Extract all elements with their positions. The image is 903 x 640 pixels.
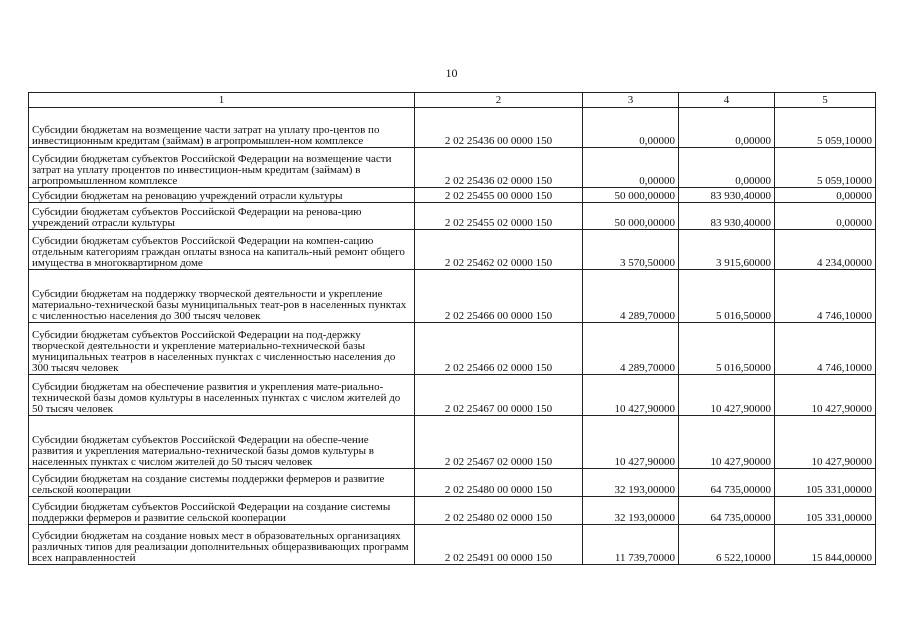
row-code: 2 02 25466 02 0000 150: [415, 323, 583, 375]
row-value-col5: 4 234,00000: [775, 230, 876, 270]
column-header-2: 2: [415, 93, 583, 108]
table-row: [29, 270, 876, 323]
row-name: Субсидии бюджетам на возмещение части затрат на уплату про-центов по инвестиционным кредитам (займам) в агропромышлен-ном комплексе: [29, 108, 415, 148]
table-row: [29, 203, 876, 230]
row-value-col3: 0,00000: [583, 148, 679, 188]
row-value-col5: 10 427,90000: [775, 416, 876, 469]
row-value-col5: 4 746,10000: [775, 323, 876, 375]
row-name: Субсидии бюджетам на реновацию учреждений отрасли культуры: [29, 188, 415, 203]
table-row: [29, 188, 876, 203]
row-value-col5: 5 059,10000: [775, 148, 876, 188]
row-value-col5: 105 331,00000: [775, 469, 876, 497]
row-value-col4: 10 427,90000: [679, 375, 775, 416]
column-header-3: 3: [583, 93, 679, 108]
table-header-row: [29, 93, 876, 108]
row-code: 2 02 25455 02 0000 150: [415, 203, 583, 230]
row-code: 2 02 25455 00 0000 150: [415, 188, 583, 203]
row-value-col3: 32 193,00000: [583, 469, 679, 497]
row-name: Субсидии бюджетам на обеспечение развития и укрепления мате-риально-технической базы домов культуры в населенных пунктах с числом жителей до 50 тысяч человек: [29, 375, 415, 416]
table-row: [29, 148, 876, 188]
row-value-col4: 83 930,40000: [679, 188, 775, 203]
table-row: [29, 416, 876, 469]
row-value-col4: 83 930,40000: [679, 203, 775, 230]
table-row: [29, 323, 876, 375]
row-name: Субсидии бюджетам субъектов Российской Федерации на обеспе-чение развития и укрепления материально-технической базы домов культуры в населенных пунктах с числом жителей до 50 тысяч человек: [29, 416, 415, 469]
row-value-col3: 3 570,50000: [583, 230, 679, 270]
budget-table: [28, 92, 876, 565]
row-code: 2 02 25480 02 0000 150: [415, 497, 583, 525]
row-name: Субсидии бюджетам на поддержку творческой деятельности и укрепление материально-технической базы муниципальных теат-ров в населенных пунктах с численностью населения до 300 тысяч человек: [29, 270, 415, 323]
row-code: 2 02 25462 02 0000 150: [415, 230, 583, 270]
row-value-col5: 5 059,10000: [775, 108, 876, 148]
row-value-col4: 5 016,50000: [679, 323, 775, 375]
row-name: Субсидии бюджетам на создание новых мест в образовательных организациях различных типов для реализации дополнительных общеразвивающих программ всех направленностей: [29, 525, 415, 565]
row-code: 2 02 25491 00 0000 150: [415, 525, 583, 565]
row-value-col4: 3 915,60000: [679, 230, 775, 270]
table-row: [29, 108, 876, 148]
row-code: 2 02 25467 00 0000 150: [415, 375, 583, 416]
row-value-col3: 50 000,00000: [583, 188, 679, 203]
table-row: [29, 230, 876, 270]
row-code: 2 02 25467 02 0000 150: [415, 416, 583, 469]
row-value-col4: 5 016,50000: [679, 270, 775, 323]
row-code: 2 02 25480 00 0000 150: [415, 469, 583, 497]
row-value-col3: 4 289,70000: [583, 323, 679, 375]
row-name: Субсидии бюджетам субъектов Российской Федерации на ренова-цию учреждений отрасли культуры: [29, 203, 415, 230]
row-value-col5: 4 746,10000: [775, 270, 876, 323]
row-value-col5: 0,00000: [775, 203, 876, 230]
table-row: [29, 497, 876, 525]
row-code: 2 02 25436 02 0000 150: [415, 148, 583, 188]
row-name: Субсидии бюджетам на создание системы поддержки фермеров и развитие сельской кооперации: [29, 469, 415, 497]
row-value-col4: 6 522,10000: [679, 525, 775, 565]
row-value-col3: 4 289,70000: [583, 270, 679, 323]
row-value-col4: 0,00000: [679, 148, 775, 188]
row-code: 2 02 25466 00 0000 150: [415, 270, 583, 323]
row-code: 2 02 25436 00 0000 150: [415, 108, 583, 148]
row-value-col3: 50 000,00000: [583, 203, 679, 230]
table-row: [29, 525, 876, 565]
row-value-col3: 10 427,90000: [583, 416, 679, 469]
column-header-4: 4: [679, 93, 775, 108]
row-value-col5: 105 331,00000: [775, 497, 876, 525]
row-name: Субсидии бюджетам субъектов Российской Федерации на под-держку творческой деятельности и укрепление материально-технической базы муниципальных театров в населенных пунктах с численностью населения до 300 тысяч человек: [29, 323, 415, 375]
row-value-col3: 11 739,70000: [583, 525, 679, 565]
row-value-col5: 0,00000: [775, 188, 876, 203]
row-value-col4: 64 735,00000: [679, 469, 775, 497]
table-row: [29, 469, 876, 497]
row-value-col3: 32 193,00000: [583, 497, 679, 525]
row-value-col3: 0,00000: [583, 108, 679, 148]
column-header-5: 5: [775, 93, 876, 108]
row-value-col5: 10 427,90000: [775, 375, 876, 416]
row-name: Субсидии бюджетам субъектов Российской Федерации на создание системы поддержки фермеров и развитие сельской кооперации: [29, 497, 415, 525]
row-value-col4: 0,00000: [679, 108, 775, 148]
row-value-col3: 10 427,90000: [583, 375, 679, 416]
column-header-1: 1: [29, 93, 415, 108]
row-value-col5: 15 844,00000: [775, 525, 876, 565]
row-name: Субсидии бюджетам субъектов Российской Федерации на возмещение части затрат на уплату процентов по инвестицион-ным кредитам (займам) в агропромышленном комплексе: [29, 148, 415, 188]
row-value-col4: 64 735,00000: [679, 497, 775, 525]
row-value-col4: 10 427,90000: [679, 416, 775, 469]
row-name: Субсидии бюджетам субъектов Российской Федерации на компен-сацию отдельным категориям граждан оплаты взноса на капиталь-ный ремонт общего имущества в многоквартирном доме: [29, 230, 415, 270]
page-number: 10: [445, 66, 458, 80]
table-row: [29, 375, 876, 416]
